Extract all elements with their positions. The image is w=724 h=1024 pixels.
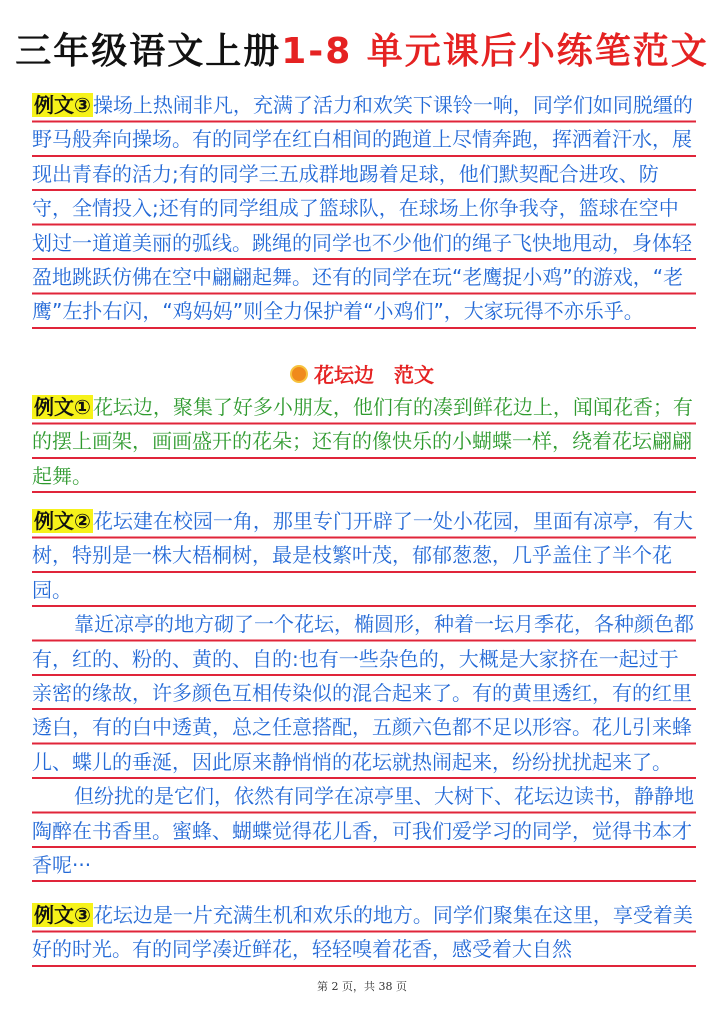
- example-tag: 例文②: [34, 509, 91, 533]
- example-text: 操场上热闹非凡，充满了活力和欢笑下课铃一响，同学们如同脱缰的野马般奔向操场。有的同学在红白相间的跑道上尽情奔跑，挥洒着汗水，展现出青春的活力;有的同学三五成群地踢着足球，他们默契配合进攻、防守，全情投入;还有的同学组成了篮球队，在球场上你争我夺，篮球在空中划过一道道美丽的弧线。跳绳的同学也不少他们的绳子飞快地甩动，身体轻盈地跳跃仿佛在空中翩翩起舞。还有的同学在玩“老鹰捉小鸡”的游戏，“老鹰”左扑右闪，“鸡妈妈”则全力保护着“小鸡们”，大家玩得不亦乐乎。: [32, 93, 693, 324]
- page-title: [0, 28, 724, 76]
- page-title-subject: 1-8 单元课后小练笔范文: [281, 31, 709, 72]
- example-paragraph: [32, 88, 696, 329]
- example-tag: 例文①: [34, 395, 91, 419]
- example-paragraph: [32, 390, 696, 493]
- example-tag: 例文③: [34, 93, 91, 117]
- example-tag: 例文③: [34, 903, 91, 927]
- example-flower-3: [32, 898, 696, 967]
- example-flower-1: [32, 390, 696, 493]
- flower-icon: [290, 365, 308, 383]
- example-paragraph: [32, 898, 696, 967]
- section-heading-label: 花坛边 范文: [314, 363, 434, 387]
- example-text: 花坛建在校园一角，那里专门开辟了一处小花园，里面有凉亭，有大树，特别是一株大梧桐树，最是枝繁叶茂，郁郁葱葱，几乎盖住了半个花园。: [32, 509, 693, 602]
- section-heading: [0, 362, 724, 388]
- example-flower-2: [32, 504, 696, 882]
- example-text: 花坛边是一片充满生机和欢乐的地方。同学们聚集在这里，享受着美好的时光。有的同学凑近鲜花，轻轻嗅着花香，感受着大自然: [32, 903, 693, 962]
- page-title-grade: 三年级语文上册: [15, 31, 282, 72]
- example-playground-3: [32, 88, 696, 329]
- example-paragraph: 靠近凉亭的地方砌了一个花坛，椭圆形，种着一坛月季花，各种颜色都有，红的、粉的、黄的、自的:也有一些杂色的，大概是大家挤在一起过于亲密的缘故，许多颜色互相传染似的混合起来了。有的黄里透红，有的红里透白，有的白中透黄，总之任意搭配，五颜六色都不足以形容。花儿引来蜂儿、蝶儿的垂涎，因此原来静悄悄的花坛就热闹起来，纷纷扰扰起来了。: [32, 607, 696, 779]
- page-number: 第 2 页，共 38 页: [317, 980, 407, 993]
- example-paragraph: [32, 504, 696, 607]
- example-text: 花坛边，聚集了好多小朋友，他们有的凑到鲜花边上，闻闻花香；有的摆上画架，画画盛开的花朵；还有的像快乐的小蝴蝶一样，绕着花坛翩翩起舞。: [32, 395, 693, 488]
- example-paragraph: 但纷扰的是它们，依然有同学在凉亭里、大树下、花坛边读书，静静地陶醉在书香里。蜜蜂、蝴蝶觉得花儿香，可我们爱学习的同学，觉得书本才香呢···: [32, 779, 696, 882]
